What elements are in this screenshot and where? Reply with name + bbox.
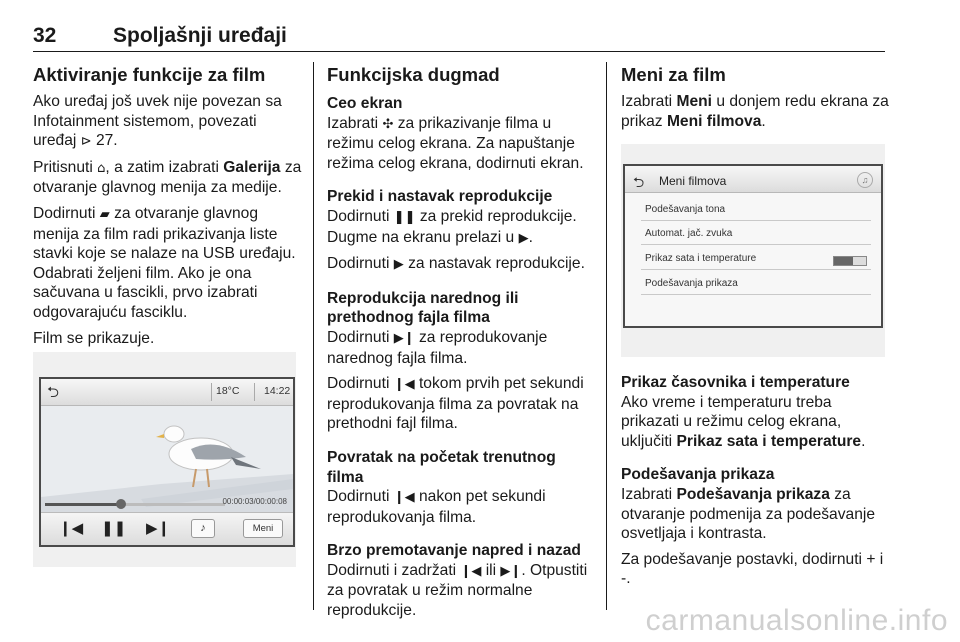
toggle-fill (834, 257, 853, 265)
menu-divider (641, 220, 871, 221)
subheading-restart: Povratak na početak trenutnog filma (327, 448, 556, 486)
temperature-readout: 18°C (216, 385, 240, 397)
page-title: Spoljašnji uređaji (113, 24, 287, 47)
subheading-fullscreen: Ceo ekran (327, 95, 403, 112)
fullscreen-button[interactable]: ♪ (191, 519, 215, 538)
section-heading-activate: Aktiviranje funkcije za film (33, 64, 266, 85)
fullscreen-icon: ✣ (382, 116, 394, 132)
subheading-fast-forward-rewind: Brzo premotavanje napred i nazad (327, 542, 581, 560)
paragraph-restart: Dodirnuti ❙◀ nakon pet sekundi reprodukovanja filma. (327, 488, 546, 526)
back-icon[interactable]: ⮌ (633, 174, 645, 190)
topbar-divider (254, 383, 255, 401)
play-icon: ▶ (518, 230, 529, 246)
menu-divider (641, 269, 871, 270)
menu-button[interactable]: Meni (243, 519, 283, 538)
music-note-icon: ♫ (857, 172, 873, 188)
section-heading-film-menu: Meni za film (621, 64, 726, 85)
menu-divider (641, 294, 871, 295)
player-screen (39, 377, 295, 547)
page-ref-icon: ⊳ (80, 134, 92, 150)
previous-track-icon: ❙◀ (393, 377, 415, 393)
menu-item[interactable]: Podešavanja prikaza (645, 278, 738, 289)
play-icon: ▶ (393, 257, 404, 273)
paragraph-adjust: Za podešavanje postavki, dodirnuti + i -. (621, 550, 884, 588)
paragraph-resume: Dodirnuti ▶ za nastavak reprodukcije. (327, 255, 585, 273)
menu-topbar (625, 166, 881, 193)
watermark: carmanualsonline.info (645, 604, 948, 637)
menu-screen (623, 164, 883, 328)
back-icon[interactable]: ⮌ (47, 384, 60, 401)
page-number: 32 (33, 24, 57, 47)
paragraph-display-settings: Izabrati Podešavanja prikaza za otvaranje podmenija za podešavanje osvetljaja i kontrasta. (621, 485, 876, 543)
menu-divider (641, 244, 871, 245)
figure-video-player (33, 352, 296, 567)
paragraph-pause: Dodirnuti ❚❚ za prekid reprodukcije. Dugme na ekranu prelazi u ▶. (327, 207, 577, 246)
clock-readout: 14:22 (264, 385, 291, 397)
next-track-icon[interactable]: ▶❙ (146, 520, 171, 537)
film-icon: ▰ (99, 206, 110, 222)
paragraph-film-menu: Dodirnuti ▰ za otvaranje glavnog menija za film radi prikazivanja liste stavki koje se nalaze na USB uređaju. Odabrati željeni film. Ako je ona sačuvana u fascikli, prvo izabrati odgovarajuću fasciklu. (33, 204, 296, 321)
column-divider-2 (606, 62, 607, 610)
menu-item[interactable]: Prikaz sata i temperature (645, 253, 757, 264)
figure-film-menu (621, 144, 885, 357)
progress-knob[interactable] (116, 499, 126, 509)
topbar-divider (211, 383, 212, 401)
clock-temp-toggle[interactable] (833, 256, 867, 266)
paragraph-next: Dodirnuti ▶❙ za reprodukovanje narednog fajla filma. (327, 328, 548, 367)
subheading-pause-resume: Prekid i nastavak reprodukcije (327, 188, 553, 206)
home-icon: ⌂ (97, 160, 106, 176)
column-3 (621, 64, 889, 137)
paragraph-fullscreen: Izabrati ✣ za prikazivanje filma u režimu celog ekrana. Za napuštanje režima celog ekrana, dodirnuti ekran. (327, 114, 584, 172)
next-track-icon: ▶❙ (393, 330, 415, 346)
subheading-display-settings: Podešavanja prikaza (621, 466, 775, 484)
column-2 (327, 64, 595, 627)
header-rule (33, 51, 885, 52)
paragraph-film-shown: Film se prikazuje. (33, 329, 155, 347)
player-topbar (41, 379, 293, 406)
pause-icon[interactable]: ❚❚ (101, 520, 127, 537)
subheading-clock-temp: Prikaz časovnika i temperature (621, 374, 850, 391)
paragraph-clock-temp: Ako vreme i temperaturu treba prikazati u režimu celog ekrana, uključiti Prikaz sata i temperature. (621, 393, 866, 450)
progress-track[interactable] (45, 503, 225, 506)
paragraph-fast-forward-rewind: Dodirnuti i zadržati ❙◀ ili ▶❙. Otpustiti za povratak u režim normalne reprodukcije. (327, 561, 588, 620)
paragraph-gallery: Pritisnuti ⌂, a zatim izabrati Galerija za otvaranje glavnog menija za medije. (33, 158, 302, 197)
paragraph-previous: Dodirnuti ❙◀ tokom prvih pet sekundi reprodukovanja filma za povratak na prethodni fajl filma. (327, 375, 584, 433)
progress-fill (45, 503, 121, 506)
menu-item[interactable]: Automat. jač. zvuka (645, 228, 733, 239)
pause-icon: ❚❚ (393, 209, 416, 225)
previous-track-icon: ❙◀ (393, 490, 415, 506)
player-controls (41, 512, 293, 545)
time-code: 00:00:03/00:00:08 (222, 497, 287, 506)
previous-track-icon[interactable]: ❙◀ (59, 520, 84, 537)
paragraph-film-menu-intro: Izabrati Meni u donjem redu ekrana za prikaz Meni filmova. (621, 93, 889, 130)
column-1 (33, 64, 303, 354)
column-divider-1 (313, 62, 314, 610)
paragraph-connect: Ako uređaj još uvek nije povezan sa Infotainment sistemom, povezati uređaj ⊳ 27. (33, 93, 282, 150)
subheading-next-previous: Reprodukcija narednog ili prethodnog fajla filma (327, 289, 519, 327)
next-track-icon: ▶❙ (500, 563, 522, 579)
previous-track-icon: ❙◀ (460, 563, 482, 579)
menu-item[interactable]: Podešavanja tona (645, 204, 726, 215)
menu-title: Meni filmova (659, 174, 727, 188)
column-3-lower (621, 373, 889, 595)
section-heading-buttons: Funkcijska dugmad (327, 64, 500, 85)
